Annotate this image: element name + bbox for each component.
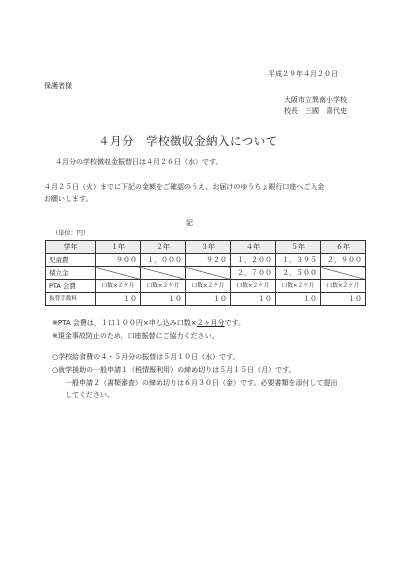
table-cell: ９００ [96, 254, 141, 267]
table-cell: １，０００ [141, 254, 186, 267]
aid-info-1: ○就学援助の一般申請１（税情報利用）の締め切りは５月１５日（月）です。 [52, 366, 296, 374]
lunch-info: ○学校給食費の４・５月分の振替は５月１０日（水）です。 [52, 353, 240, 361]
empty-cell [141, 267, 186, 280]
table-cell: １，２００ [231, 254, 276, 267]
issue-date: 平成２９年４月２０日 [268, 70, 338, 78]
table-cell: ９２０ [186, 254, 231, 267]
table-cell: ２，９００ [321, 254, 366, 267]
empty-cell [186, 267, 231, 280]
pta-note [52, 319, 245, 328]
header-cell: ２年 [141, 241, 186, 254]
table-row [46, 280, 366, 293]
row-label: PTA 会費 [46, 280, 96, 293]
table-cell: ２，７００ [231, 267, 276, 280]
table-row [46, 293, 366, 306]
ki-heading: 記 [186, 219, 193, 227]
table-cell: 口数×２ケ月 [96, 280, 141, 293]
row-label: 児童費 [46, 254, 96, 267]
table-row [46, 267, 366, 280]
pta-note-suffix: です。 [224, 319, 246, 327]
empty-cell [321, 267, 366, 280]
intro-line-2: ４月２５日（火）までに下記の金額をご確認のうえ、お届けのゆうちょ銀行口座へご入金 [44, 183, 325, 191]
principal-name: 校長 三國 喜代史 [284, 107, 347, 115]
table-cell: １０ [96, 293, 141, 306]
table-header-row [46, 241, 366, 254]
table-cell: 口数×２ケ月 [276, 280, 321, 293]
table-cell: １０ [186, 293, 231, 306]
header-cell: ６年 [321, 241, 366, 254]
table-cell: １０ [231, 293, 276, 306]
header-cell: ４年 [231, 241, 276, 254]
aid-info-3: してください。 [65, 391, 114, 399]
header-cell: ５年 [276, 241, 321, 254]
table-cell: １，３９５ [276, 254, 321, 267]
header-cell: １年 [96, 241, 141, 254]
aid-info-2: 一般申請２（書類審査）の締め切りは６月３０日（金）です。必要書類を添付して提出 [65, 379, 338, 387]
table-cell: １０ [321, 293, 366, 306]
intro-line-3: お願いします。 [44, 195, 93, 203]
table-cell: 口数×２ケ月 [141, 280, 186, 293]
addressee: 保護者様 [44, 82, 72, 90]
empty-cell [96, 267, 141, 280]
table-cell: 口数×２ケ月 [186, 280, 231, 293]
cash-note: ※現金事故防止のため，口座振替にご協力ください。 [52, 332, 219, 340]
table-row [46, 254, 366, 267]
row-label: 積立金 [46, 267, 96, 280]
unit-label: （単位：円） [52, 230, 90, 237]
fee-table [45, 240, 366, 306]
table-cell: １０ [276, 293, 321, 306]
pta-note-prefix: ※PTA 会費は，１口１００円×申し込み口数× [52, 319, 197, 327]
pta-note-underlined: ２ヶ月分 [196, 319, 225, 327]
page-title: ４月分 学校徴収金納入について [98, 134, 278, 148]
school-name: 大阪市立巽南小学校 [284, 96, 347, 104]
header-cell: 学年 [46, 241, 96, 254]
header-cell: ３年 [186, 241, 231, 254]
table-cell: ２，５００ [276, 267, 321, 280]
table-cell: 口数×２ケ月 [231, 280, 276, 293]
table-cell: 口数×２ケ月 [321, 280, 366, 293]
table-cell: １０ [141, 293, 186, 306]
intro-line-1: ４月分の学校徴収金振替日は４月２６日（水）です。 [55, 158, 223, 166]
row-label: 振替手数料 [46, 293, 96, 306]
